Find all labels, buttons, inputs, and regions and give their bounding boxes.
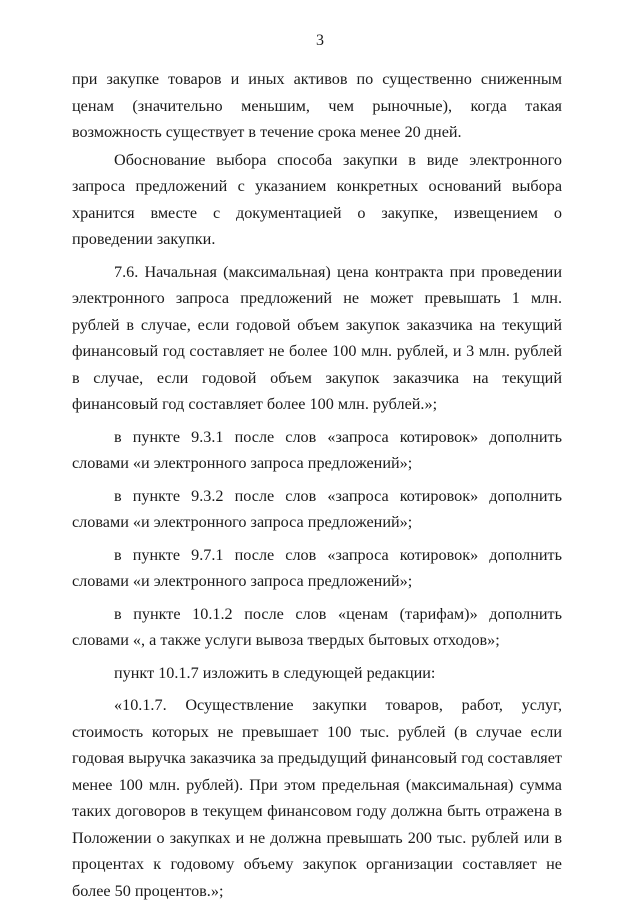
paragraph-9-3-1: в пункте 9.3.1 после слов «запроса котировок» дополнить словами «и электронного запроса предложений»; [72, 427, 562, 472]
paragraph-9-3-2: в пункте 9.3.2 после слов «запроса котировок» дополнить словами «и электронного запроса предложений»; [72, 486, 562, 531]
paragraph-10-1-2: в пункте 10.1.2 после слов «ценам (тарифам)» дополнить словами «, а также услуги вывоза твердых бытовых отходов»; [72, 604, 562, 649]
document-body [72, 66, 562, 904]
paragraph-justification: Обоснование выбора способа закупки в виде электронного запроса предложений с указанием конкретных оснований выбора хранится вместе с документацией о закупке, извещением о проведении закупки. [72, 150, 562, 248]
page-number: 3 [316, 32, 324, 49]
paragraph-10-1-7-intro: пункт 10.1.7 изложить в следующей редакции: [114, 663, 436, 682]
paragraph-7-6: 7.6. Начальная (максимальная) цена контракта при проведении электронного запроса предложений не может превышать 1 млн. рублей в случае, если годовой объем закупок заказчика на текущий финансовый год составляет не более 100 млн. рублей, и 3 млн. рублей в случае, если годовой объем закупок заказчика на текущий финансовый год составляет более 100 млн. рублей.»; [72, 262, 562, 413]
paragraph-10-1-7-text: «10.1.7. Осуществление закупки товаров, работ, услуг, стоимость которых не превышает 100 тыс. рублей (в случае если годовая выручка заказчика за предыдущий финансовый год составляет менее 100 млн. рублей). При этом предельная (максимальная) сумма таких договоров в текущем финансовом году должна быть отражена в Положении о закупках и не должна превышать 200 тыс. рублей или в процентах к годовому объему закупок организации составляет не более 50 процентов.»; [72, 696, 562, 900]
paragraph-continuation: при закупке товаров и иных активов по существенно сниженным ценам (значительно меньшим, чем рыночные), когда такая возможность существует в течение срока менее 20 дней. [72, 70, 562, 141]
paragraph-9-7-1: в пункте 9.7.1 после слов «запроса котировок» дополнить словами «и электронного запроса предложений»; [72, 545, 562, 590]
